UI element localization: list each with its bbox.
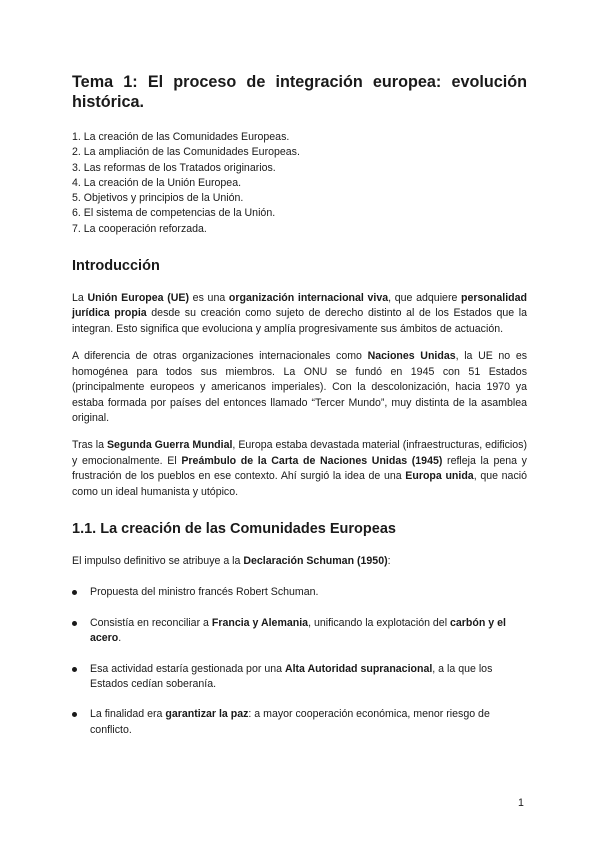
bullet-icon bbox=[72, 712, 77, 717]
intro-heading: Introducción bbox=[72, 258, 160, 275]
toc-item: 2. La ampliación de las Comunidades Europeas. bbox=[72, 146, 300, 159]
intro-paragraph-2: A diferencia de otras organizaciones internacionales como Naciones Unidas, la UE no es homogénea para todos sus miembros. La ONU se fundó en 1945 con 51 Estados (principalmente europeos y americanos imperiales). Con la descolonización, hacia 1970 ya estaba formada por países del entonces llamado “Tercer Mundo”, muy distinta de la asamblea original. bbox=[72, 350, 528, 424]
list-item: Propuesta del ministro francés Robert Schuman. bbox=[72, 585, 527, 600]
list-item: Esa actividad estaría gestionada por una Alta Autoridad supranacional, a la que los Estados cedían soberanía. bbox=[72, 662, 527, 693]
bullet-icon bbox=[72, 590, 77, 595]
section-1-heading: 1.1. La creación de las Comunidades Europeas bbox=[72, 520, 396, 537]
document-title: Tema 1: El proceso de integración europea: evolución histórica. bbox=[72, 73, 527, 111]
intro-paragraph-1: La Unión Europea (UE) es una organización internacional viva, que adquiere personalidad jurídica propia desde su creación como sujeto de derecho distinto al de los Estados que la integran. Esto significa que evoluciona y amplía progresivamente sus ámbitos de actuación. bbox=[72, 292, 527, 335]
bullet-icon bbox=[72, 621, 77, 626]
toc-item: 1. La creación de las Comunidades Europeas. bbox=[72, 131, 290, 143]
bullet-icon bbox=[72, 667, 77, 672]
list-item: La finalidad era garantizar la paz: a mayor cooperación económica, menor riesgo de conflicto. bbox=[72, 707, 527, 738]
table-of-contents bbox=[72, 130, 527, 237]
list-item: Consistía en reconciliar a Francia y Alemania, unificando la explotación del carbón y el acero. bbox=[72, 616, 527, 647]
document-page bbox=[72, 72, 527, 753]
section-1-lead: El impulso definitivo se atribuye a la Declaración Schuman (1950): bbox=[72, 554, 391, 567]
toc-item: 5. Objetivos y principios de la Unión. bbox=[72, 192, 244, 205]
intro-paragraph-3: Tras la Segunda Guerra Mundial, Europa estaba devastada material (infraestructuras, edificios) y emocionalmente. El Preámbulo de la Carta de Naciones Unidas (1945) refleja la pena y frustración de los pueblos en ese contexto. Ahí surgió la idea de una Europa unida, que nació como un ideal humanista y utópico. bbox=[72, 439, 527, 498]
page-number: 1 bbox=[518, 797, 524, 809]
toc-item: 7. La cooperación reforzada. bbox=[72, 222, 207, 235]
section-1-bullet-list bbox=[72, 585, 527, 738]
toc-item: 6. El sistema de competencias de la Unión. bbox=[72, 207, 276, 220]
toc-item: 4. La creación de la Unión Europea. bbox=[72, 176, 242, 189]
toc-item: 3. Las reformas de los Tratados originarios. bbox=[72, 161, 276, 174]
